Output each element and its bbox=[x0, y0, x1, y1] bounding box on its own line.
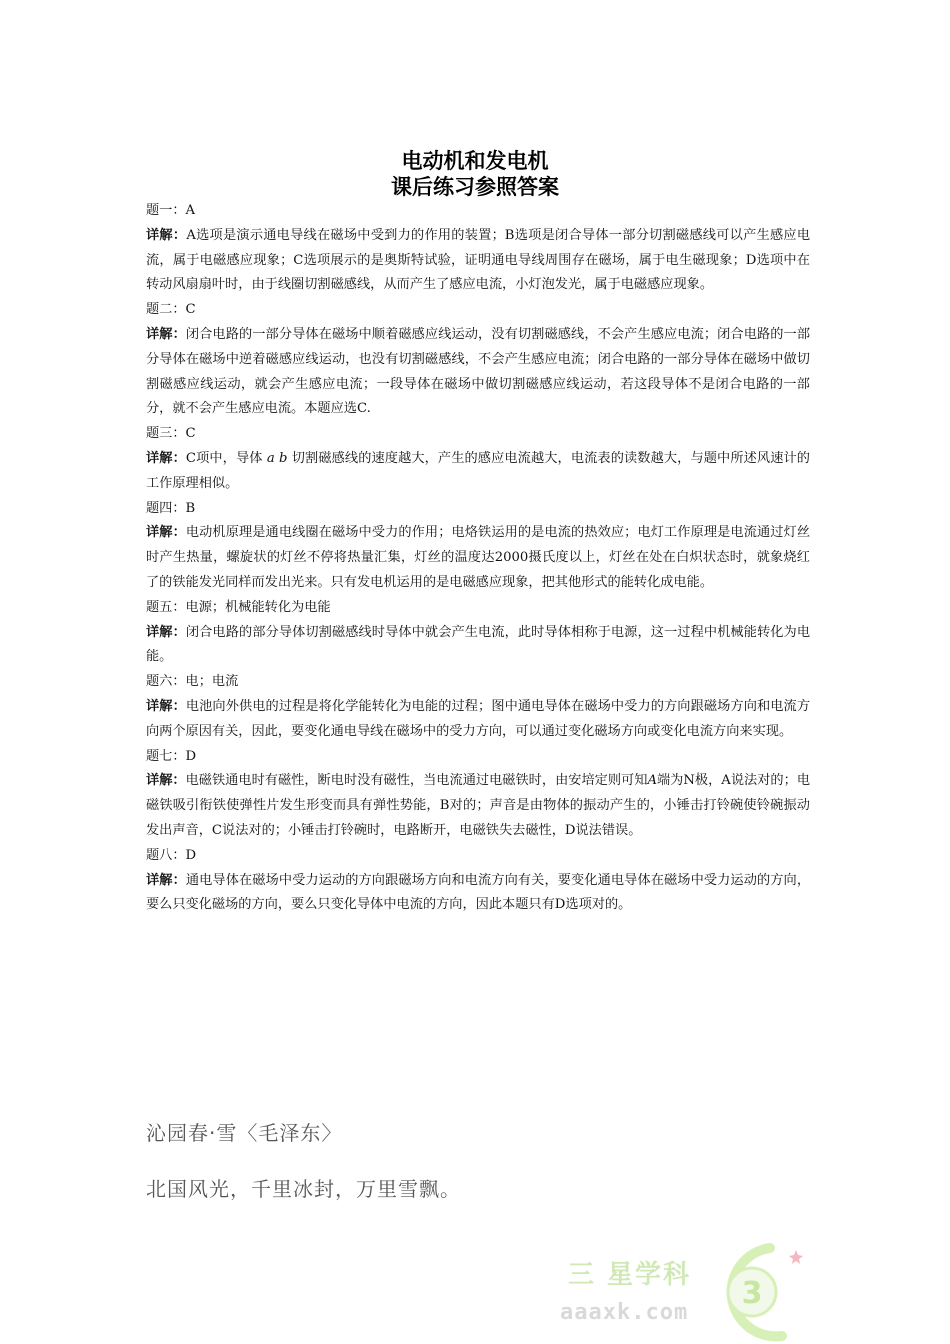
question-3-detail-italic: a b bbox=[266, 450, 288, 466]
question-7-answer: 题七：D bbox=[146, 748, 197, 764]
poem-section bbox=[146, 1118, 461, 1204]
question-6-answer: 题六：电；电流 bbox=[146, 674, 239, 690]
detail-label: 详解： bbox=[146, 525, 186, 541]
title-line-2: 课后练习参照答案 bbox=[391, 175, 559, 199]
poem-line-1: 北国风光，千里冰封，万里雪飘。 bbox=[146, 1177, 461, 1201]
answer-list bbox=[146, 199, 810, 918]
watermark-logo-digit: 3 bbox=[741, 1276, 763, 1311]
detail-label: 详解： bbox=[146, 450, 186, 466]
page-title bbox=[0, 148, 950, 200]
watermark-logo-icon bbox=[700, 1240, 810, 1344]
detail-label: 详解： bbox=[146, 872, 186, 888]
watermark-domain: aaaxk.com bbox=[560, 1300, 689, 1325]
question-3-detail-pre: C项中，导体 bbox=[185, 450, 263, 466]
question-5-detail-text: 闭合电路的部分导体切割磁感线时导体中就会产生电流，此时导体相称于电源，这一过程中机械能转化为电能。 bbox=[146, 624, 811, 665]
question-3-detail-post: 切割磁感线的速度越大，产生的感应电流越大，电流表的读数越大，与题中所述风速计的工作原理相似。 bbox=[146, 450, 810, 491]
question-6-detail-text: 电池向外供电的过程是将化学能转化为电能的过程；图中通电导体在磁场中受力的方向跟磁场方向和电流方向两个原因有关，因此，要变化通电导线在磁场中的受力方向，可以通过变化磁场方向或变化电流方向来实现。 bbox=[146, 698, 811, 739]
question-2-answer: 题二：C bbox=[146, 302, 196, 318]
watermark bbox=[560, 1240, 810, 1344]
poem-title: 沁园春·雪〈毛泽东〉 bbox=[146, 1121, 343, 1145]
question-5-detail bbox=[146, 621, 810, 671]
question-5-answer: 题五：电源；机械能转化为电能 bbox=[146, 599, 331, 615]
question-7-detail-italic: A bbox=[647, 773, 657, 789]
question-2-detail bbox=[146, 323, 810, 422]
question-4-detail bbox=[146, 521, 810, 595]
detail-label: 详解： bbox=[146, 698, 186, 714]
title-line-1: 电动机和发电机 bbox=[401, 149, 549, 173]
detail-label: 详解： bbox=[146, 624, 186, 640]
question-1-detail-text: A选项是演示通电导线在磁场中受到力的作用的装置；B选项是闭合导体一部分切割磁感线可以产生感应电流，属于电磁感应现象；C选项展示的是奥斯特试验，证明通电导线周围存在磁场，属于电生磁现象；D选项中在转动风扇扇叶时，由于线圈切割磁感线，从而产生了感应电流，小灯泡发光，属于电磁感应现象。 bbox=[146, 227, 811, 293]
question-1-detail bbox=[146, 224, 810, 298]
question-4-answer: 题四：B bbox=[146, 500, 196, 516]
question-7-detail-post: 端为N极，A说法对的；电磁铁吸引衔铁使弹性片发生形变而具有弹性势能，B对的；声音是由物体的振动产生的，小锤击打铃碗使铃碗振动发出声音，C说法对的；小锤击打铃碗时，电路断开，电磁铁失去磁性，D说法错误。 bbox=[146, 773, 811, 838]
detail-label: 详解： bbox=[146, 326, 186, 342]
question-6-detail bbox=[146, 695, 810, 745]
question-8-detail bbox=[146, 869, 810, 919]
question-8-answer: 题八：D bbox=[146, 847, 197, 863]
detail-label: 详解： bbox=[146, 773, 186, 789]
detail-label: 详解： bbox=[146, 227, 187, 243]
question-7-detail bbox=[146, 769, 810, 843]
question-7-detail-pre: 电磁铁通电时有磁性，断电时没有磁性，当电流通过电磁铁时，由安培定则可知 bbox=[185, 773, 648, 789]
question-4-detail-text: 电动机原理是通电线圈在磁场中受力的作用；电烙铁运用的是电流的热效应；电灯工作原理是电流通过灯丝时产生热量，螺旋状的灯丝不停将热量汇集，灯丝的温度达2000摄氏度以上，灯丝在处在白炽状态时，就象烧红了的铁能发光同样而发出光来。只有发电机运用的是电磁感应现象，把其他形式的能转化成电能。 bbox=[146, 525, 811, 590]
question-2-detail-text: 闭合电路的一部分导体在磁场中顺着磁感应线运动，没有切割磁感线，不会产生感应电流；闭合电路的一部分导体在磁场中逆着磁感应线运动，也没有切割磁感线，不会产生感应电流；闭合电路的一部分导体在磁场中做切割磁感应线运动，就会产生感应电流；一段导体在磁场中做切割磁感应线运动，若这段导体不是闭合电路的一部分，就不会产生感应电流。本题应选C. bbox=[146, 326, 811, 417]
question-3-answer: 题三：C bbox=[146, 426, 196, 442]
question-3-detail bbox=[146, 447, 810, 497]
watermark-text: 三 星学科 bbox=[568, 1260, 692, 1290]
question-8-detail-text: 通电导体在磁场中受力运动的方向跟磁场方向和电流方向有关，要变化通电导体在磁场中受力运动的方向，要么只变化磁场的方向，要么只变化导体中电流的方向，因此本题只有D选项对的。 bbox=[146, 872, 811, 913]
question-1-answer: 题一：A bbox=[146, 203, 196, 218]
